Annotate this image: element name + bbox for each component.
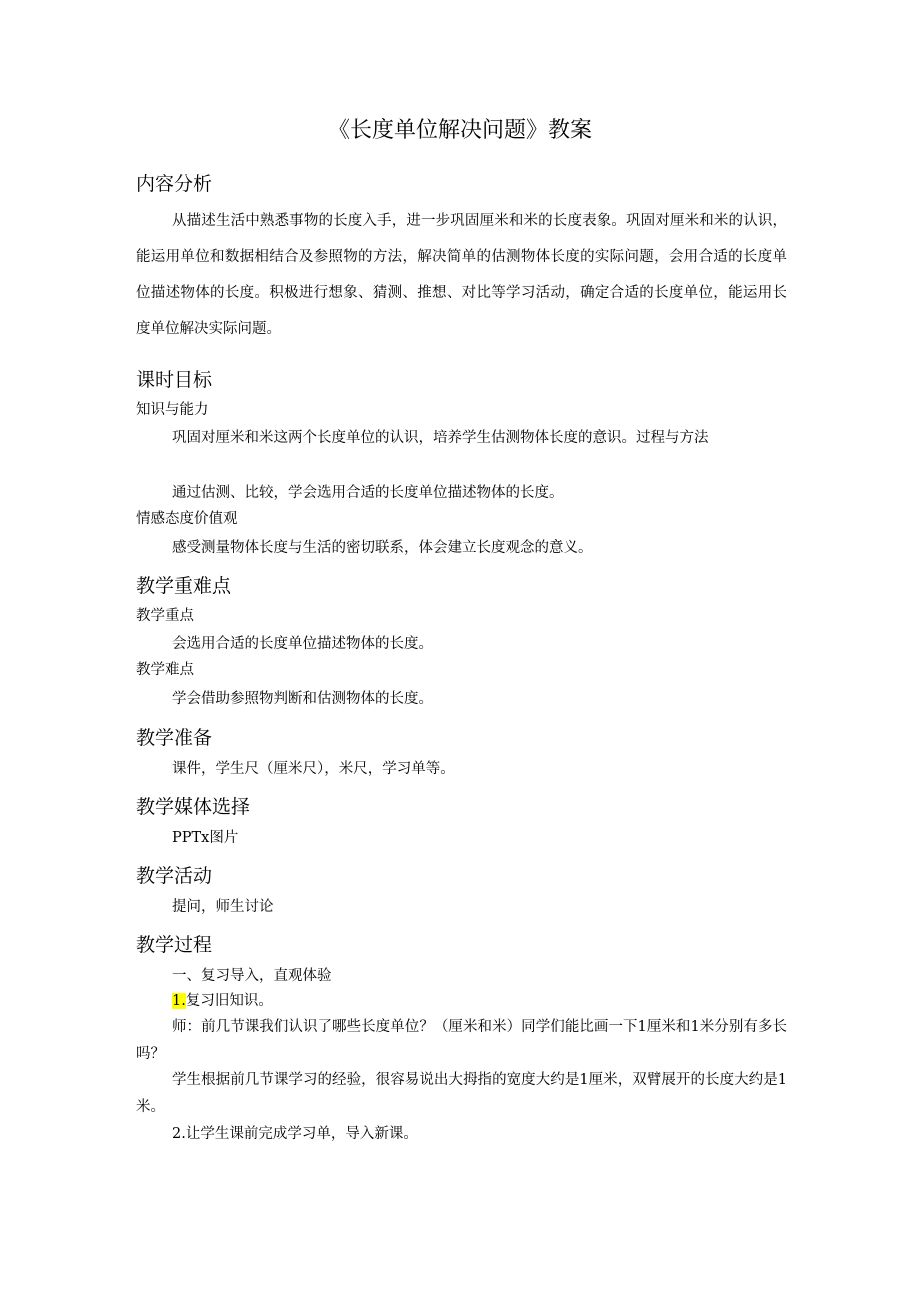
heading-media: 教学媒体选择	[136, 796, 251, 818]
heading-preparation: 教学准备	[136, 727, 213, 749]
student-answer-paragraph: 学生根据前几节课学习的经验，很容易说出大拇指的宽度大约是1厘米，双臂展开的长度大约是1米。	[136, 1072, 787, 1115]
page-title: 《长度单位解决问题》教案	[327, 118, 592, 143]
content-analysis-paragraph: 从描述生活中熟悉事物的长度入手，进一步巩固厘米和米的长度表象。巩固对厘米和米的认识，能运用单位和数据相结合及参照物的方法，解决简单的估测物体长度的实际问题，会用合适的长度单位描述物体的长度。积极进行想象、猜测、推想、对比等学习活动，确定合适的长度单位，能运用长度单位解决实际问题。	[136, 213, 787, 337]
difficulty-paragraph: 学会借助参照物判断和估测物体的长度。	[172, 691, 433, 707]
process-item-2: 2.让学生课前完成学习单，导入新课。	[172, 1126, 418, 1142]
heading-content-analysis: 内容分析	[136, 173, 213, 195]
heading-process: 教学过程	[136, 934, 213, 956]
process-method-paragraph: 通过估测、比较，学会选用合适的长度单位描述物体的长度。	[172, 485, 564, 501]
process-item-1-text: 复习旧知识。	[185, 993, 273, 1009]
activity-paragraph: 提问，师生讨论	[172, 899, 274, 915]
process-item-1	[136, 988, 787, 1015]
highlighted-number: 1.	[172, 993, 186, 1009]
media-paragraph: PPTx图片	[172, 830, 239, 846]
emotion-label: 情感态度价值观	[136, 511, 238, 527]
heading-activity: 教学活动	[136, 865, 213, 887]
heading-objectives: 课时目标	[136, 369, 213, 391]
emotion-paragraph: 感受测量物体长度与生活的密切联系，体会建立长度观念的意义。	[172, 540, 593, 556]
knowledge-label: 知识与能力	[136, 402, 209, 418]
heading-key-points: 教学重难点	[136, 575, 232, 597]
knowledge-paragraph: 巩固对厘米和米这两个长度单位的认识，培养学生估测物体长度的意识。过程与方法	[172, 430, 709, 446]
focus-paragraph: 会选用合适的长度单位描述物体的长度。	[172, 636, 433, 652]
teacher-question-paragraph: 师：前几节课我们认识了哪些长度单位？（厘米和米）同学们能比画一下1厘米和1米分别有多长吗？	[136, 1019, 787, 1062]
preparation-paragraph: 课件，学生尺（厘米尺），米尺，学习单等。	[172, 761, 455, 777]
process-step-1: 一、复习导入，直观体验	[172, 968, 332, 984]
focus-label: 教学重点	[136, 608, 194, 624]
difficulty-label: 教学难点	[136, 662, 194, 678]
